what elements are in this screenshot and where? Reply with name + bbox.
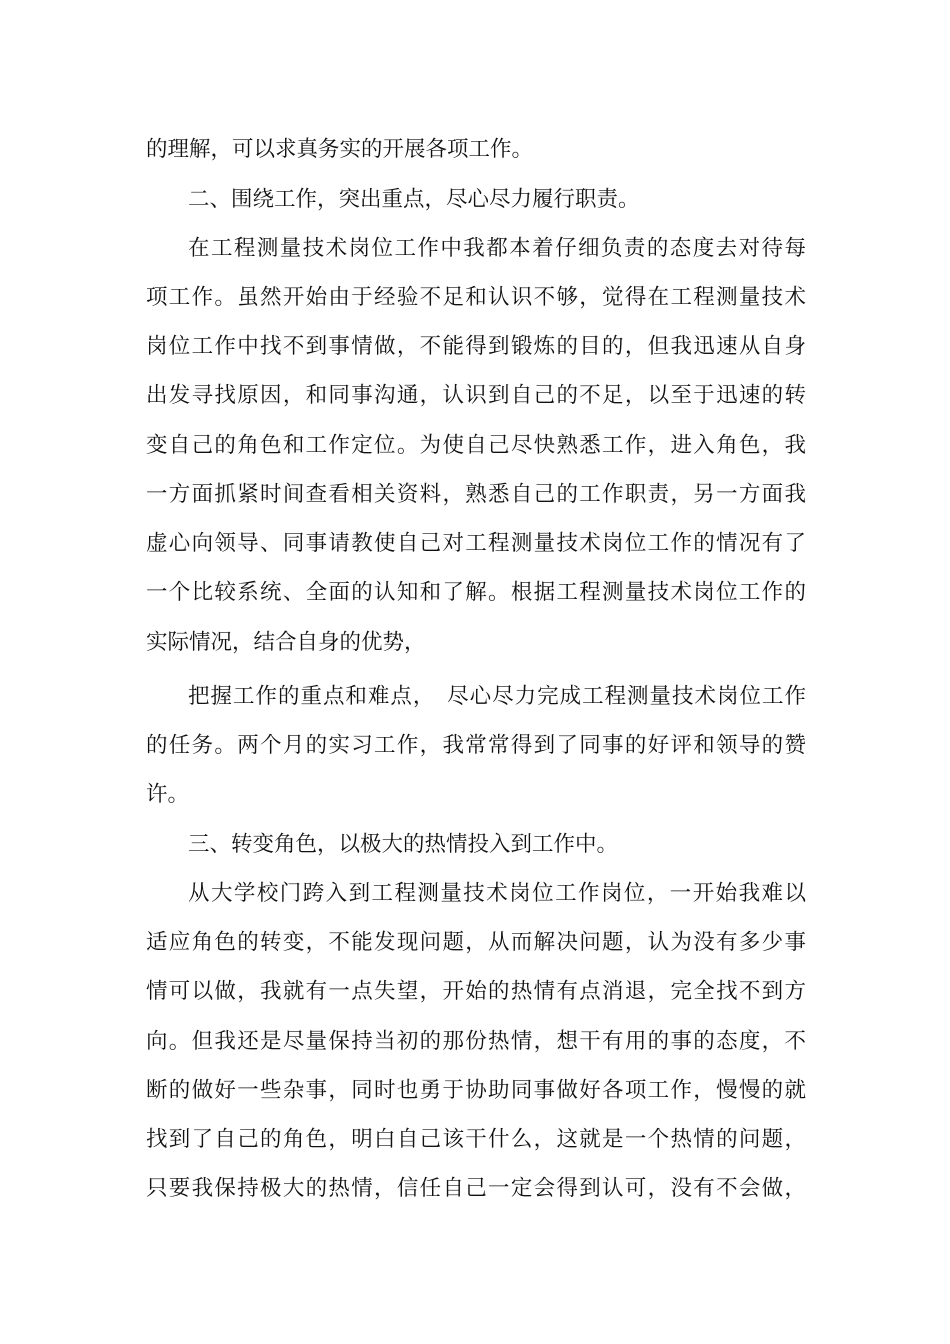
text-line-4: 项工作。虽然开始由于经验不足和认识不够，觉得在工程测量技术	[146, 285, 806, 310]
text-line-21: 找到了自己的角色，明白自己该干什么，这就是一个热情的问题，	[146, 1127, 806, 1152]
text-line-9: 虚心向领导、同事请教使自己对工程测量技术岗位工作的情况有了	[146, 531, 806, 556]
text-line-11: 实际情况，结合自身的优势，	[146, 630, 426, 655]
text-line-13: 的任务。两个月的实习工作，我常常得到了同事的好评和领导的赞	[146, 733, 806, 758]
text-line-8: 一方面抓紧时间查看相关资料，熟悉自己的工作职责，另一方面我	[146, 482, 806, 507]
text-line-20: 断的做好一些杂事，同时也勇于协助同事做好各项工作，慢慢的就	[146, 1078, 806, 1103]
section-heading-2: 二、围绕工作，突出重点，尽心尽力履行职责。	[188, 187, 640, 212]
text-line-22: 只要我保持极大的热情，信任自己一定会得到认可，没有不会做，	[146, 1176, 806, 1201]
text-line-5: 岗位工作中找不到事情做，不能得到锻炼的目的，但我迅速从自身	[146, 334, 806, 359]
section-heading-3: 三、转变角色，以极大的热情投入到工作中。	[188, 832, 619, 857]
text-line-6: 出发寻找原因，和同事沟通，认识到自己的不足，以至于迅速的转	[146, 383, 806, 408]
text-line-3: 在工程测量技术岗位工作中我都本着仔细负责的态度去对待每	[188, 236, 806, 261]
text-line-19: 向。但我还是尽量保持当初的那份热情，想干有用的事的态度，不	[146, 1029, 806, 1054]
text-line-1: 的理解，可以求真务实的开展各项工作。	[146, 137, 534, 162]
text-line-18: 情可以做，我就有一点失望，开始的热情有点消退，完全找不到方	[146, 979, 806, 1004]
text-line-14: 许。	[146, 782, 190, 807]
text-line-17: 适应角色的转变，不能发现问题，从而解决问题，认为没有多少事	[146, 930, 806, 955]
text-line-10: 一个比较系统、全面的认知和了解。根据工程测量技术岗位工作的	[146, 580, 806, 605]
text-line-7: 变自己的角色和工作定位。为使自己尽快熟悉工作，进入角色，我	[146, 433, 806, 458]
text-line-12: 把握工作的重点和难点， 尽心尽力完成工程测量技术岗位工作	[188, 684, 806, 709]
text-line-16: 从大学校门跨入到工程测量技术岗位工作岗位，一开始我难以	[188, 881, 806, 906]
